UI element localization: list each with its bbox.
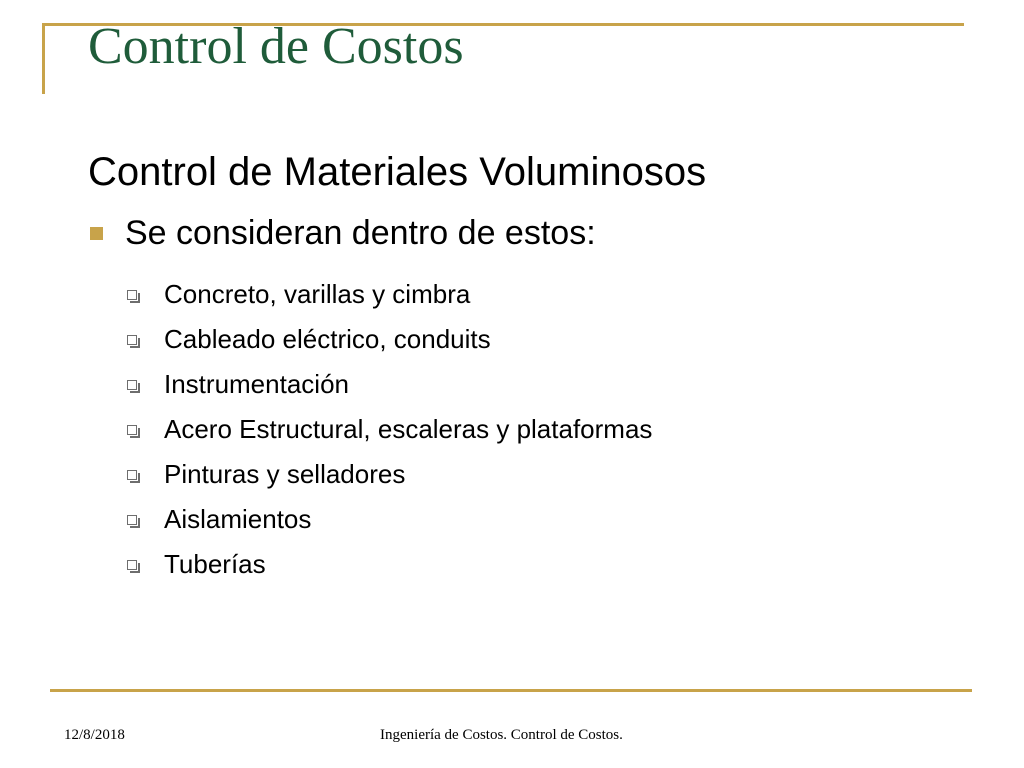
- list-item: [127, 272, 652, 317]
- hollow-square-bullet-icon: [127, 290, 137, 300]
- list-item: [127, 362, 652, 407]
- bullet-text: Se consideran dentro de estos:: [125, 214, 596, 252]
- list-item-text: Concreto, varillas y cimbra: [164, 279, 471, 309]
- slide-title: Control de Costos: [88, 18, 464, 75]
- bullet-item: [90, 214, 596, 253]
- list-item-text: Tuberías: [164, 549, 266, 579]
- list-item: [127, 542, 652, 587]
- list-item-text: Acero Estructural, escaleras y plataformas: [164, 414, 653, 444]
- list-item: [127, 407, 652, 452]
- footer-text: Ingeniería de Costos. Control de Costos.: [380, 727, 623, 743]
- hollow-square-bullet-icon: [127, 560, 137, 570]
- sub-bullet-list: [127, 272, 652, 587]
- hollow-square-bullet-icon: [127, 515, 137, 525]
- hollow-square-bullet-icon: [127, 470, 137, 480]
- hollow-square-bullet-icon: [127, 335, 137, 345]
- hollow-square-bullet-icon: [127, 380, 137, 390]
- list-item-text: Aislamientos: [164, 504, 312, 534]
- list-item: [127, 497, 652, 542]
- list-item: [127, 452, 652, 497]
- square-bullet-icon: [90, 227, 103, 240]
- footer-rule: [50, 689, 972, 692]
- list-item-text: Pinturas y selladores: [164, 459, 406, 489]
- frame-left-rule: [42, 23, 45, 94]
- slide-subtitle: Control de Materiales Voluminosos: [88, 150, 707, 194]
- hollow-square-bullet-icon: [127, 425, 137, 435]
- list-item-text: Cableado eléctrico, conduits: [164, 324, 491, 354]
- list-item: [127, 317, 652, 362]
- list-item-text: Instrumentación: [164, 369, 349, 399]
- footer-date: 12/8/2018: [64, 727, 125, 743]
